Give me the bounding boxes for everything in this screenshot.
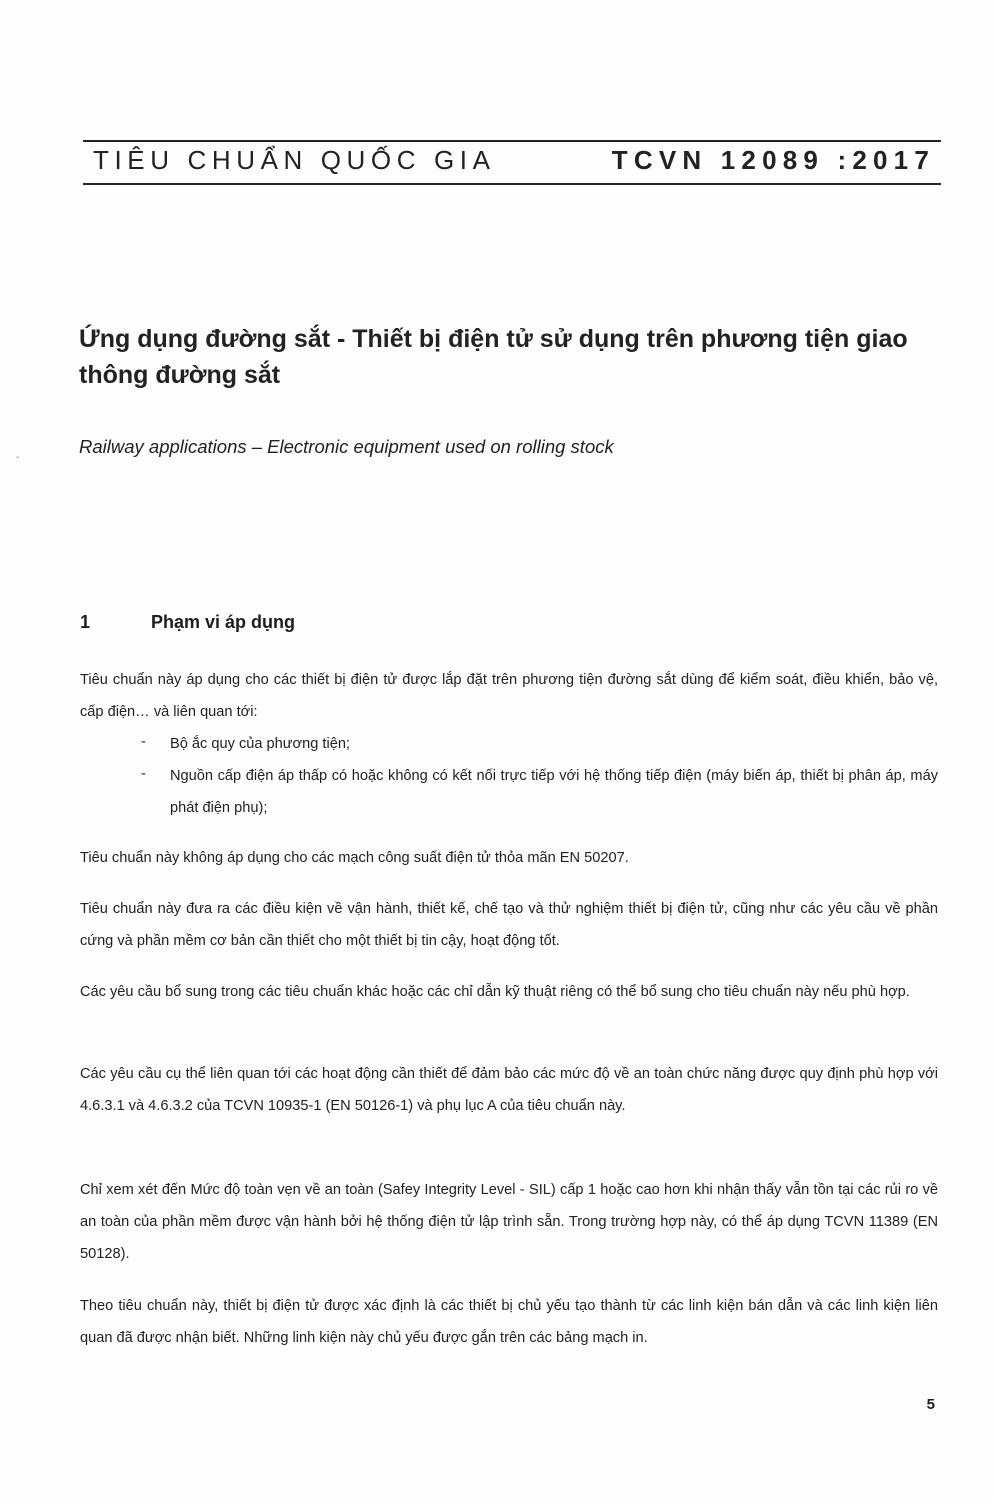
margin-mark: - [16, 452, 20, 463]
document-subtitle-english: Railway applications – Electronic equipment used on rolling stock [79, 436, 614, 457]
standard-code: TCVN 12089 :2017 [611, 145, 935, 175]
header-bottom-rule [83, 183, 941, 185]
bullet-item-battery: Bộ ắc quy của phương tiện; [170, 736, 350, 752]
bullet-marker: - [141, 766, 146, 782]
header-top-rule [83, 140, 941, 142]
bullet-marker: - [141, 734, 146, 750]
standard-category-label: TIÊU CHUẨN QUỐC GIA [93, 145, 496, 175]
bullet-item-low-voltage-supply: Nguồn cấp điện áp thấp có hoặc không có kết nối trực tiếp với hệ thống tiếp điện (máy biến áp, thiết bị phân áp, máy phát điện phụ); [170, 768, 938, 816]
document-title: Ứng dụng đường sắt - Thiết bị điện tử sử dụng trên phương tiện giao thông đường sắt [79, 325, 908, 389]
paragraph-functional-safety: Các yêu cầu cụ thể liên quan tới các hoạt động cần thiết để đảm bảo các mức độ về an toàn chức năng được quy định phù hợp với 4.6.3.1 và 4.6.3.2 của TCVN 10935-1 (EN 50126-1) và phụ lục A của tiêu chuẩn này. [80, 1066, 938, 1114]
paragraph-definition: Theo tiêu chuẩn này, thiết bị điện tử được xác định là các thiết bị chủ yếu tạo thành từ các linh kiện bán dẫn và các linh kiện liên quan đã được nhận biết. Những linh kiện này chủ yếu được gắn trên các bảng mạch in. [80, 1298, 938, 1346]
paragraph-conditions: Tiêu chuẩn này đưa ra các điều kiện về vận hành, thiết kế, chế tạo và thử nghiệm thiết bị điện tử, cũng như các yêu cầu về phần cứng và phần mềm cơ bản cần thiết cho một thiết bị tin cậy, hoạt động tốt. [80, 901, 938, 949]
paragraph-scope: Tiêu chuẩn này áp dụng cho các thiết bị điện tử được lắp đặt trên phương tiện đường sắt dùng để kiểm soát, điều khiển, bảo vệ, cấp điện… và liên quan tới: [80, 672, 938, 720]
paragraph-sil: Chỉ xem xét đến Mức độ toàn vẹn về an toàn (Safey Integrity Level - SIL) cấp 1 hoặc cao hơn khi nhận thấy vẫn tồn tại các rủi ro về an toàn của phần mềm được vận hành bởi hệ thống điện tử lập trình sẵn. Trong trường hợp này, có thể áp dụng TCVN 11389 (EN 50128). [80, 1182, 938, 1262]
section-number: 1 [80, 612, 91, 632]
section-title: Phạm vi áp dụng [151, 612, 296, 632]
paragraph-exclusion: Tiêu chuẩn này không áp dụng cho các mạch công suất điện tử thỏa mãn EN 50207. [80, 850, 629, 866]
page-number: 5 [926, 1396, 935, 1413]
paragraph-additional-requirements: Các yêu cầu bổ sung trong các tiêu chuẩn khác hoặc các chỉ dẫn kỹ thuật riêng có thể bổ sung cho tiêu chuẩn này nếu phù hợp. [80, 984, 910, 1000]
